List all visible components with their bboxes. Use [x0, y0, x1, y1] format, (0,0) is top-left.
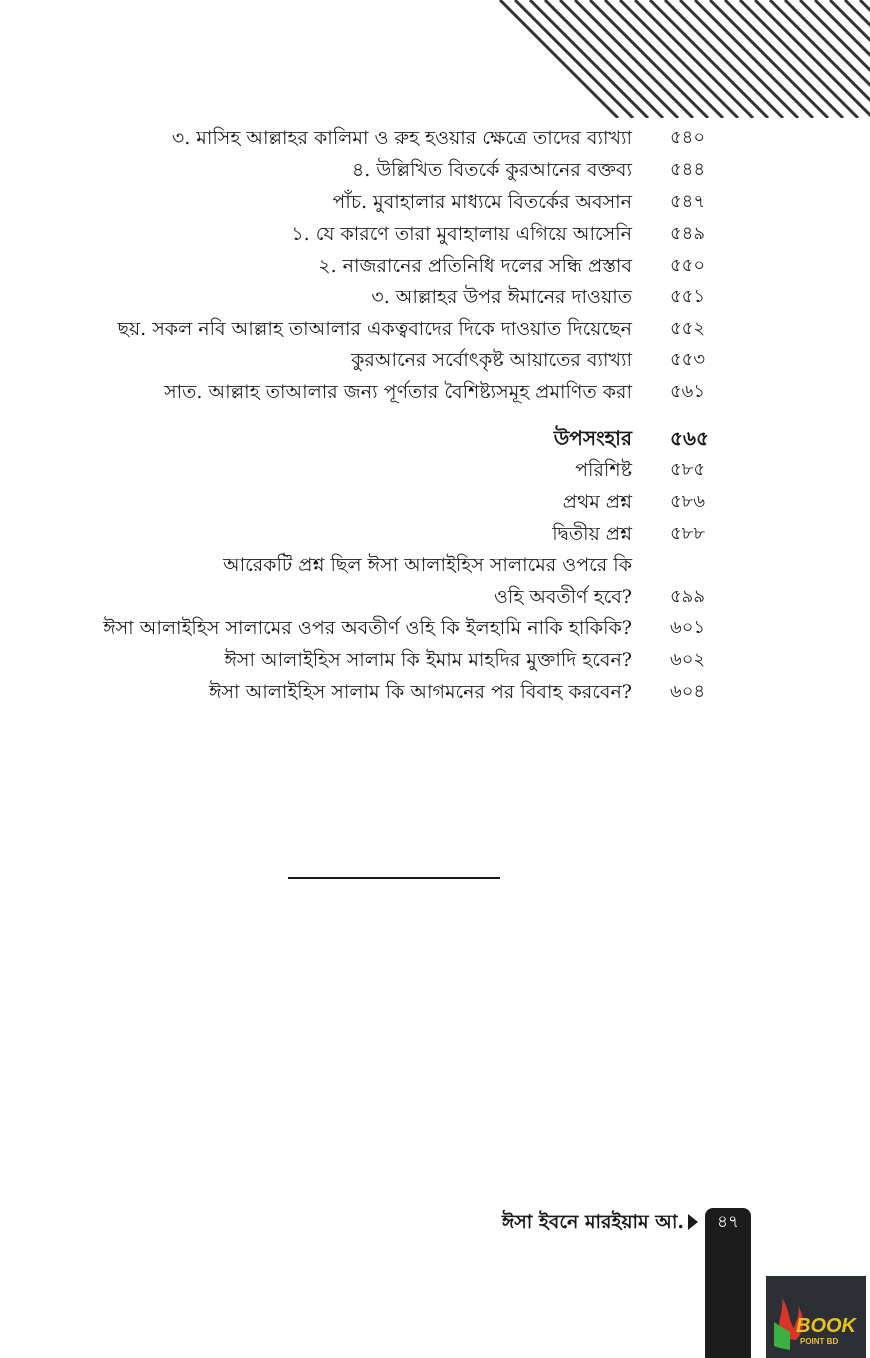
arrow-right-icon: [688, 1214, 698, 1230]
toc-entry[interactable]: [0, 376, 870, 408]
toc-entry[interactable]: [0, 344, 870, 376]
toc-entry-title: পরিশিষ্ট: [575, 459, 632, 481]
diagonal-stripes-decoration: [490, 0, 870, 118]
toc-entry-title: ঈসা আলাইহিস সালামের ওপর অবতীর্ণ ওহি কি ইলহামি নাকি হাকিকি?: [103, 617, 632, 639]
toc-entry-page: ৫৫৩: [670, 349, 706, 370]
toc-entry-page: ৫৪৭: [670, 191, 706, 212]
toc-entry-page: ৫৪৪: [670, 159, 706, 180]
toc-entry-title: ৩. আল্লাহর উপর ঈমানের দাওয়াত: [371, 286, 632, 308]
toc-entry-page: ৫৮৮: [670, 523, 706, 544]
logo-wordmark: BOOK: [796, 1315, 856, 1337]
toc-entry-title: ঈসা আলাইহিস সালাম কি আগমনের পর বিবাহ করবেন?: [209, 681, 632, 703]
toc-entry-title: ৩. মাসিহ আল্লাহর কালিমা ও রুহ হওয়ার ক্ষেত্রে তাদের ব্যাখ্যা: [171, 127, 632, 149]
toc-entry-title: সাত. আল্লাহ তাআলার জন্য পূর্ণতার বৈশিষ্ট্যসমূহ প্রমাণিত করা: [164, 381, 632, 403]
stripe-line: [755, 0, 870, 118]
toc-entry[interactable]: [0, 154, 870, 186]
logo-subtext: POINT BD: [800, 1337, 839, 1346]
toc-entry[interactable]: [0, 644, 870, 676]
section-divider: [288, 877, 500, 879]
toc-entry[interactable]: [0, 218, 870, 250]
toc-entry[interactable]: [0, 612, 870, 644]
stripe-line: [620, 0, 738, 118]
stripe-line: [530, 0, 648, 118]
stripe-line: [650, 0, 768, 118]
toc-entry-title: উপসংহার: [553, 426, 632, 450]
toc-entry-title: ঈসা আলাইহিস সালাম কি ইমাম মাহদির মুক্তাদি হবেন?: [224, 649, 632, 671]
toc-entry[interactable]: [0, 518, 870, 550]
stripe-line: [635, 0, 753, 118]
stripe-line: [695, 0, 813, 118]
stripe-line: [590, 0, 708, 118]
toc-entry-page: ৬০২: [670, 649, 706, 670]
toc-entry-page: ৫৫১: [670, 286, 706, 307]
stripe-line: [575, 0, 693, 118]
toc-entry-title: পাঁচ. মুবাহালার মাধ্যমে বিতর্কের অবসান: [332, 191, 632, 213]
toc-entry-page: ৫৯৯: [670, 586, 706, 607]
toc-entry[interactable]: [0, 250, 870, 282]
toc-entry-page: ৫৪৯: [670, 223, 706, 244]
toc-entry-page: ৫৮৬: [670, 491, 706, 512]
stripe-line: [725, 0, 843, 118]
bookpoint-logo: [766, 1276, 866, 1358]
toc-entry-title: কুরআনের সর্বোৎকৃষ্ট আয়াতের ব্যাখ্যা: [351, 349, 632, 371]
stripe-line: [740, 0, 858, 118]
toc-entry-page: ৫৬৫: [670, 426, 709, 450]
toc-entry[interactable]: [0, 186, 870, 218]
toc-section-heading[interactable]: [0, 422, 870, 454]
toc-entry-page: ৫৪০: [670, 127, 706, 148]
toc-entry-line[interactable]: [0, 549, 870, 581]
toc-entry-title: দ্বিতীয় প্রশ্ন: [552, 523, 632, 545]
toc-entry[interactable]: [0, 122, 870, 154]
toc-entry-title: ৪. উল্লিখিত বিতর্কে কুরআনের বক্তব্য: [351, 159, 632, 181]
toc-entry[interactable]: [0, 454, 870, 486]
stripe-line: [515, 0, 633, 118]
toc-entry-title: ২. নাজরানের প্রতিনিধি দলের সন্ধি প্রস্তাব: [318, 255, 632, 277]
toc-entry-page: ৫৬১: [670, 381, 706, 402]
toc-entry-title: আরেকটি প্রশ্ন ছিল ঈসা আলাইহিস সালামের ওপরে কি: [222, 554, 632, 576]
stripe-line: [665, 0, 783, 118]
stripe-line: [545, 0, 663, 118]
toc-entry[interactable]: [0, 676, 870, 708]
toc-entry-page: ৬০১: [670, 617, 706, 638]
page-number: ৪৭: [716, 1212, 740, 1232]
page-number-tab: [705, 1208, 751, 1358]
toc-entry[interactable]: [0, 281, 870, 313]
toc-entry-title: ছয়. সকল নবি আল্লাহ তাআলার একত্ববাদের দিকে দাওয়াত দিয়েছেন: [117, 318, 632, 340]
toc-entry[interactable]: [0, 313, 870, 345]
toc-entry-title: প্রথম প্রশ্ন: [562, 491, 632, 513]
toc-entry[interactable]: [0, 486, 870, 518]
toc-entry-title: ১. যে কারণে তারা মুবাহালায় এগিয়ে আসেনি: [291, 223, 632, 245]
running-footer-title: ঈসা ইবনে মারইয়াম আ.: [501, 1211, 684, 1233]
stripe-line: [710, 0, 828, 118]
stripe-line: [605, 0, 723, 118]
stripe-line: [500, 0, 618, 118]
toc-entry-page: ৫৫২: [670, 318, 706, 339]
stripe-line: [680, 0, 798, 118]
toc-entry-page: ৬০৪: [670, 681, 706, 702]
toc-entry[interactable]: [0, 581, 870, 613]
toc-entry-page: ৫৫০: [670, 255, 706, 276]
toc-entry-page: ৫৮৫: [670, 459, 706, 480]
stripe-line: [560, 0, 678, 118]
toc-entry-title: ওহি অবতীর্ণ হবে?: [493, 586, 632, 608]
